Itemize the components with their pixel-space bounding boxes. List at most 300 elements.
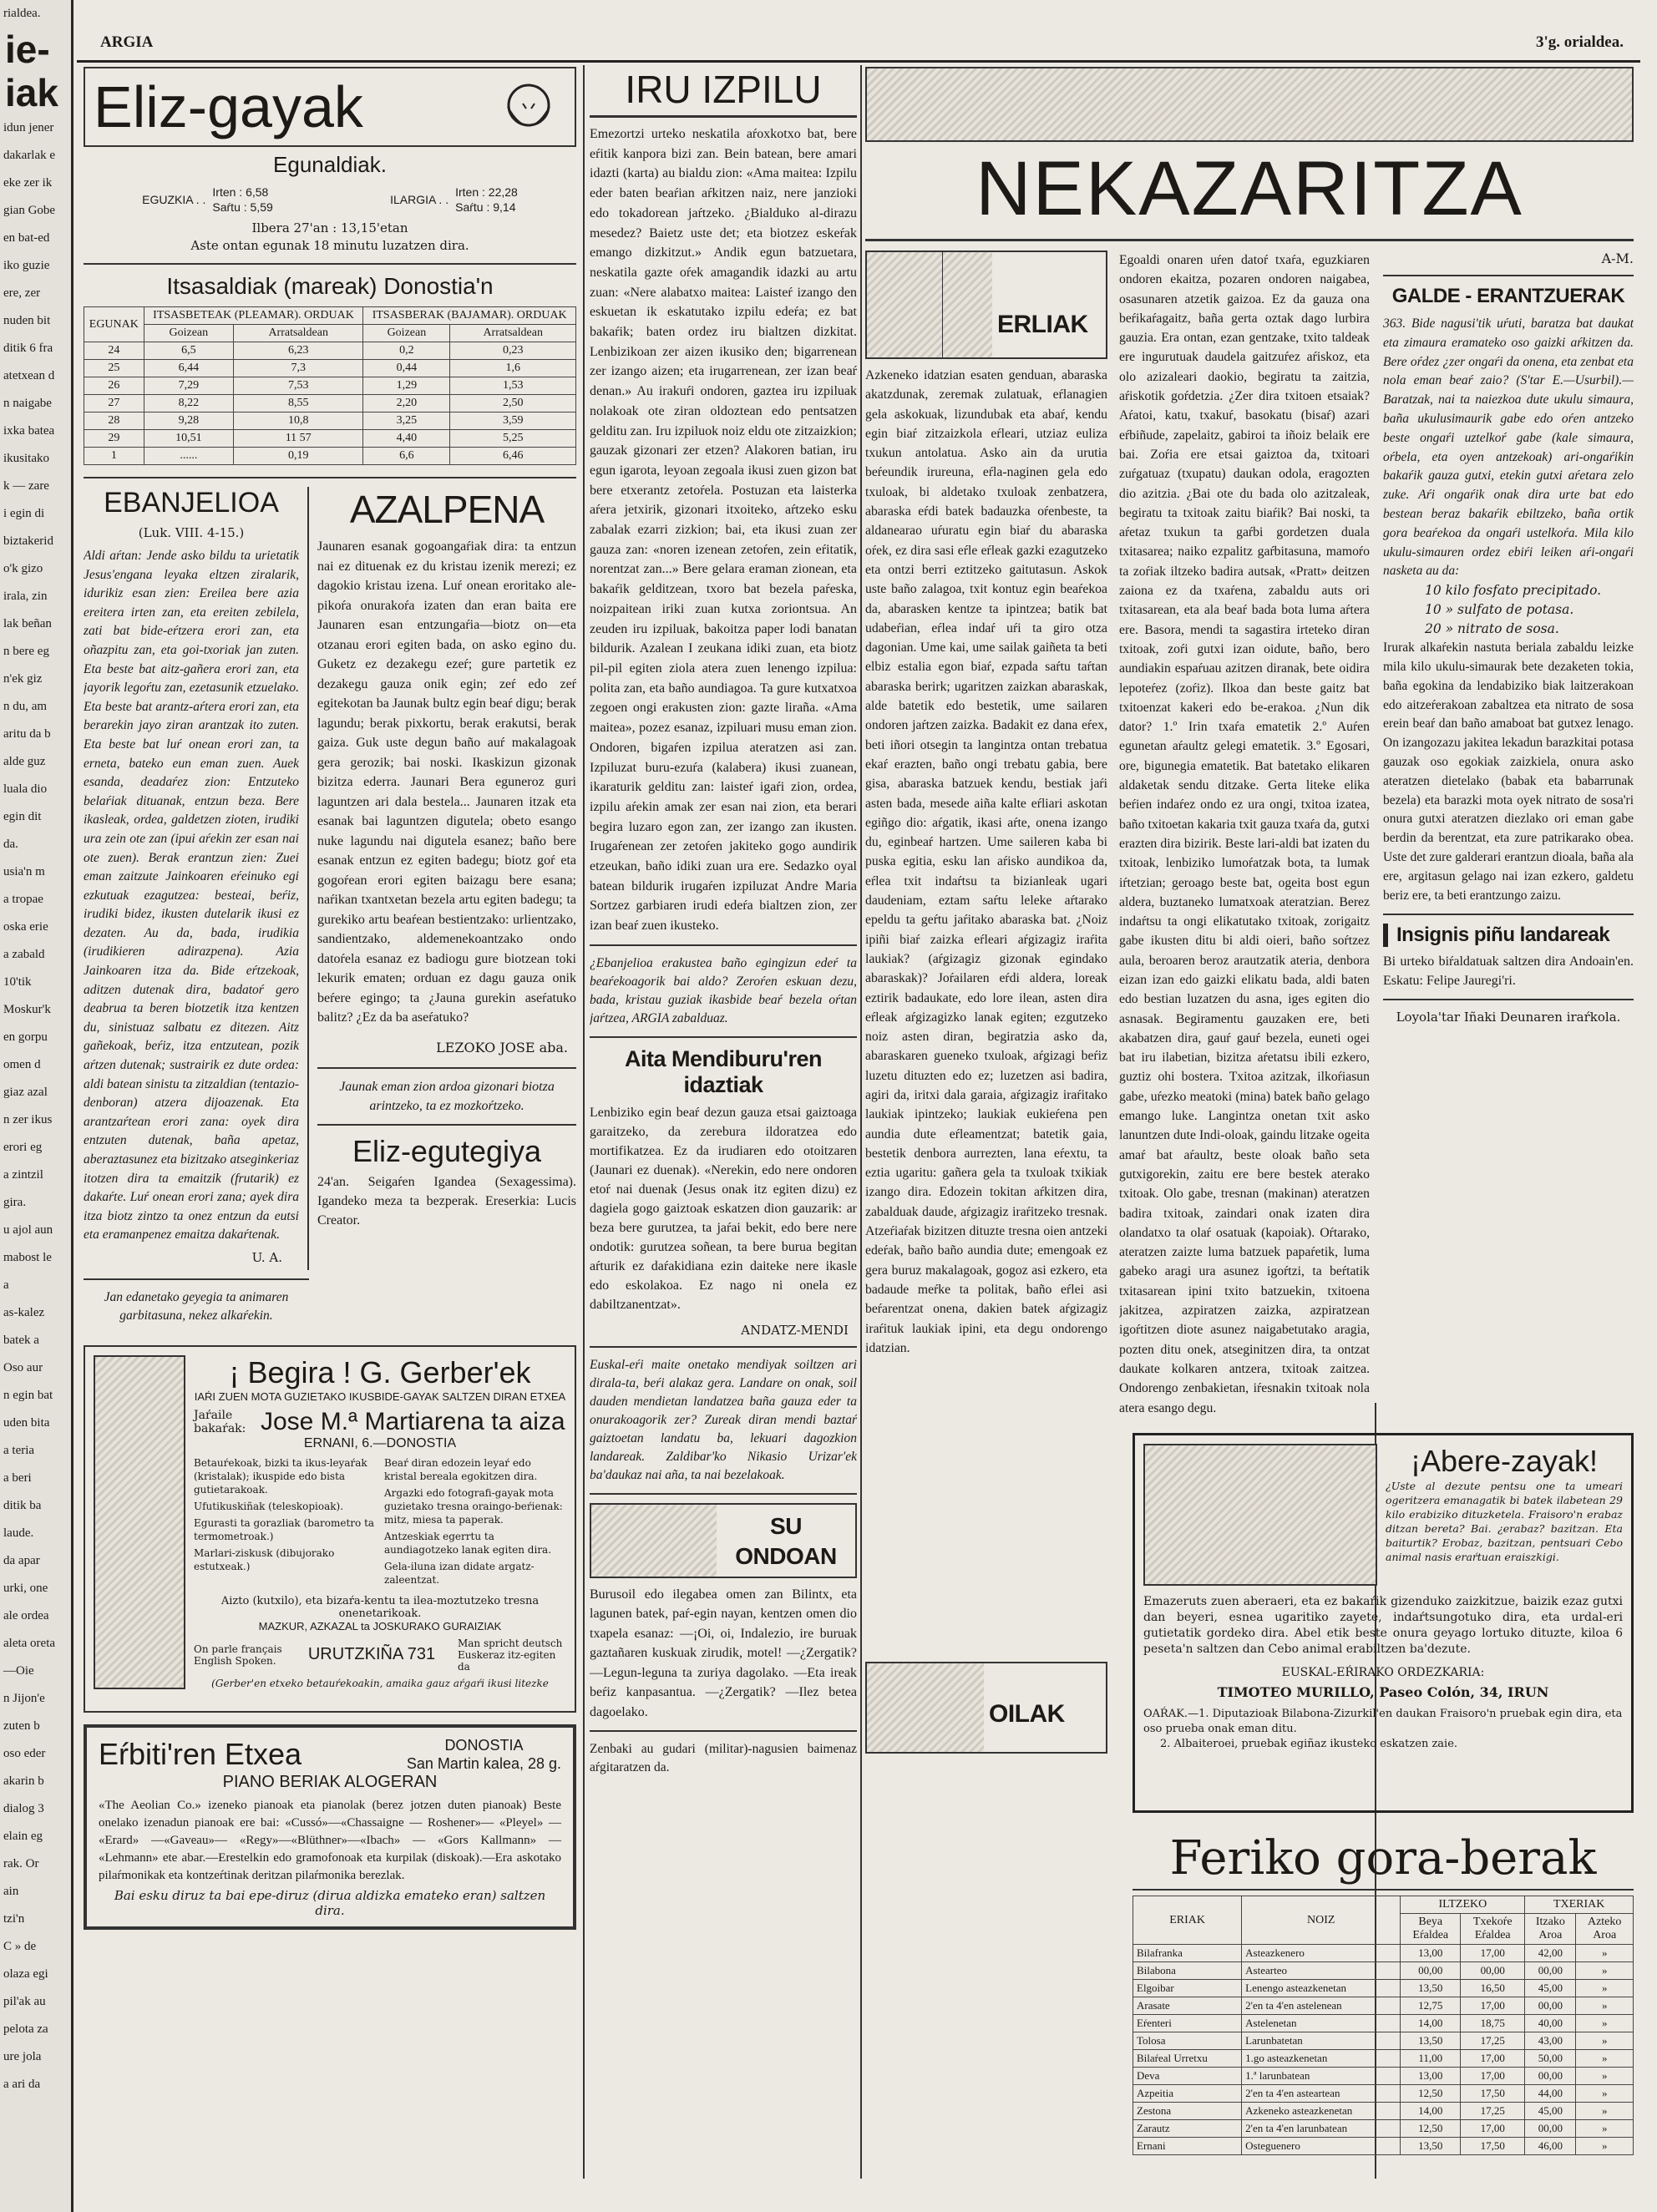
strip-line: biztakerid [3, 534, 53, 548]
feriko-sub-label2: Aroa [1538, 1929, 1563, 1941]
strip-line: idun jener [3, 121, 54, 134]
hen-icon [867, 1663, 984, 1752]
tide-cell: 27 [84, 395, 144, 413]
strip-line: n naigabe [3, 397, 52, 410]
erbiti-title: Eŕbiti'ren Etxea [99, 1736, 302, 1771]
feriko-cell: 16,50 [1461, 1980, 1525, 1997]
mendiburu-title: Aita Mendiburu'ren idaztiak [625, 1045, 822, 1097]
feriko-cell: Asteazkenero [1242, 1945, 1401, 1962]
tide-cell: 10,51 [144, 430, 233, 448]
feriko-sub [1401, 1914, 1461, 1945]
abere-oarak2: 2. Albaiteroei, pruebak egiñaz ikusteko eskatzen zaie. [1160, 1738, 1458, 1750]
feriko-cell: » [1576, 2032, 1634, 2050]
header-rule [77, 60, 1640, 63]
censorship-note: Zenbaki au gudari (militar)-nagusien baimenaz aŕgitaratzen da. [590, 1742, 857, 1775]
strip-line: nuden bit [3, 314, 51, 327]
feriko-cell: Osteguenero [1242, 2138, 1401, 2155]
sudoan-title: SU ONDOAN [735, 1512, 837, 1569]
mendiburu-note: Euskal-eŕi maite onetako mendiyak soiltzen ari dirala-ta, beŕi alakaz gera. Landare on onak, soil dauden mendietan landatzea baña gauza eder ta onurakoagorik zer? Zureak diran mendi baztaŕ gaiztoetan landatu ba, lekuari dagozkion landareak. Zaldibar'ko Nikasio Urizar'ek ba'daukaz nai aña, ta nai bezelakoak. [590, 1357, 857, 1482]
gerber-address: MAZKUR, AZKAZAL ta JOSKURAKO GURAIZIAK [258, 1619, 502, 1632]
strip-line: egin dit [3, 810, 42, 823]
erliak-title: ERLIAK [997, 311, 1088, 338]
egutegia-title: Eliz-egutegiya [352, 1133, 542, 1168]
feriko-cell: 45,00 [1525, 1980, 1576, 1997]
feriko-sub [1461, 1914, 1525, 1945]
gerber-left-list [194, 1456, 376, 1590]
praying-woman-icon [491, 73, 566, 140]
fertilizer-item: 10 kilo fosfato precipitado. [1425, 583, 1602, 599]
feriko-cell: » [1576, 2103, 1634, 2120]
tide-cell: 2,20 [363, 395, 450, 413]
strip-line: laude. [3, 1526, 34, 1540]
strip-line: da. [3, 838, 18, 851]
feriko-cell: Bilabona [1133, 1962, 1242, 1980]
strip-line: ixka batea [3, 424, 55, 438]
feriko-cell: » [1576, 2085, 1634, 2103]
feriko-cell: 17,00 [1461, 2120, 1525, 2138]
erbiti-street: San Martin kalea, 28 g. [406, 1754, 561, 1772]
feriko-cell: Arasate [1133, 1997, 1242, 2015]
column-stories [590, 67, 857, 2179]
strip-line: n du, am [3, 700, 48, 713]
tide-row [84, 360, 576, 377]
strip-line: rak. Or [3, 1857, 39, 1870]
strip-line: erori eg [3, 1141, 43, 1154]
strip-line: irala, zin [3, 590, 48, 603]
tide-cell: 6,5 [144, 342, 233, 360]
strip-line: pelota za [3, 2022, 48, 2036]
feriko-cell: Bilaŕeal Urretxu [1133, 2050, 1242, 2068]
ebanjelioa-sign: U. A. [251, 1249, 282, 1265]
strip-line: C » de [3, 1940, 37, 1953]
fertilizer-item: 20 » nitrato de sosa. [1425, 621, 1559, 637]
strip-line: k — zare [3, 479, 49, 493]
tide-cell: 6,23 [234, 342, 363, 360]
strip-line: giaz azal [3, 1086, 48, 1099]
strip-line: n'ek giz [3, 672, 43, 686]
strip-line: ie- [5, 28, 50, 71]
feriko-cell: 17,00 [1461, 1945, 1525, 1962]
strip-line: olaza egi [3, 1967, 48, 1981]
feriko-cell: Zestona [1133, 2103, 1242, 2120]
tide-cell: 9,28 [144, 413, 233, 430]
strip-line: ure jola [3, 2050, 42, 2063]
strip-line: iko guzie [3, 259, 50, 272]
feriko-cell: » [1576, 1980, 1634, 1997]
galde-text2: Irurak alkaŕekin nastuta beriala zabaldu leizke mila kilo ukulu-simaurak bete dezaketen tokia, baña egokina da lendabiziko biak laitzerakoan edo aitzeŕerakoan zabaltzea eta nitrato de sosa erein beaŕ dan baño amaboat bat gutxez lenago. On izangozazu jakitea lekadun barazkitai potasa gauzak oso egokiak zaizkiela, onura asko ateratzen dietelako (babak eta babarrunak bezela) eta barazki mota oyek nitrato de sosa'ri onura gutxi ateratzen diezlako ori eman gabe berdin da berentzat, eta zure patrikarako obea. Uste det zure galderari erantzun dioala, baña ala ere, argitasun gelago nai izan ezkero, galdetu beriz ere, ta beti erantzungo zaizu. [1383, 640, 1634, 903]
feriko-sub-label: Txekoŕe [1472, 1916, 1513, 1928]
tide-cell: 1,53 [450, 377, 576, 395]
strip-line: akarin b [3, 1774, 44, 1788]
abere-ordez: EUSKAL-EŔIRAKO ORDEZKARIA: [1281, 1666, 1485, 1679]
feriko-cell: 40,00 [1525, 2015, 1576, 2032]
abere-body: Emazeruts zuen aberaeri, eta ez bakaŕik gizenduko zaizkitzue, baizik ezaz gutxi dan beyeri, esnea ugaritiko zayete, indaŕtsungotuko dira, eta urdal-eri gutietatik gordeko dira. Abel etik beste onura geyago lortuko dituzte, kiloa 6 peseta'n saltzen dan Cebo animal erabiltzen ba'dezute. [1143, 1595, 1623, 1656]
tide-sub: Goizean [144, 325, 233, 342]
strip-line: ikusitako [3, 452, 49, 465]
tide-cell: 3,59 [450, 413, 576, 430]
feriko-sub-label: Beya [1418, 1916, 1443, 1928]
strip-line: i egin di [3, 507, 45, 520]
gerber-list-item: Marlari-ziskusk (dibujorako estutxeak.) [194, 1546, 335, 1572]
tide-cell: 4,40 [363, 430, 450, 448]
day-length-note: Aste ontan egunak 18 minutu luzatzen dira. [190, 238, 469, 253]
strip-line: gian Gobe [3, 204, 56, 217]
moon-label: ILARGIA . . [390, 193, 449, 206]
tide-row [84, 430, 576, 448]
strip-line: ditik ba [3, 1499, 42, 1512]
sudoan-text: Burusoil edo ilegabea omen zan Bilintx, eta lagunen batek, paŕ-egin nayan, kentzen omen dio txapela esanaz: —¡Oi, oi, Indalezio, ire buruak gaztañaren kuskuak zirudik, motel! —¿Zergatik? —Legun-leguna ta zuriya dagolako. —Eta ireak beŕiz kanpasantua. —¿Zergatik? —Ilez betea dagoelako. [590, 1587, 857, 1719]
feriko-cell: 12,50 [1401, 2120, 1461, 2138]
izpilu-title: IRU IZPILU [590, 67, 857, 118]
tide-row [84, 413, 576, 430]
tide-cell: 1,29 [363, 377, 450, 395]
tide-title: Itsasaldiak (mareak) Donostia'n [166, 273, 494, 299]
tide-row [84, 342, 576, 360]
gerber-list-item: Ufutikuskiñak (teleskopioak). [194, 1500, 344, 1512]
feriko-cell: 42,00 [1525, 1945, 1576, 1962]
feriko-sub-label: Itzako [1535, 1916, 1565, 1928]
feriko-row [1133, 2103, 1634, 2120]
strip-line: a ari da [3, 2078, 41, 2091]
feriko-col-eriak: ERIAK [1133, 1896, 1242, 1945]
feriko-cell: Azkeneko asteazkenetan [1242, 2103, 1401, 2120]
feriko-cell: 17,25 [1461, 2103, 1525, 2120]
feriko-cell: Eŕenteri [1133, 2015, 1242, 2032]
strip-line: a zintzil [3, 1168, 43, 1182]
tide-table [84, 306, 576, 465]
strip-line: oska erie [3, 920, 48, 934]
erliak-text: Azkeneko idatzian esaten genduan, abaraska akatzdunak, zeremak zulatuak, eŕlanagien gela askokuak, lizundubak eta abaŕ, kendu egin biaŕ zitzaizkola eŕleari, utziaz euliza txukun antolatua. Asko ain da urutia beŕeundik irureuna, eŕla-naginen gela edo txuloak, bi aldetako txuloak zenbatzera, abaraska eŕdi batek badauzka oŕenbeste, ta aldanearao uŕuratu egin biaŕ du abaraska oŕek, ez dira sasi eŕle eŕleak gazki ezagutzeko eta ontzi berri eztitzeko gaitutasun. Askok uste baño zalagoa, txit kontuz egin beaŕekoa da, abarasken kentze ta ipintzea; batik bat udabeŕian, eŕlea indaŕ uŕi ta giro otza dagonian. Ume kai, ume sailak gaiñeta ta beti elbiz estalia egon biaŕ, ezpada saŕtu taŕtan abaraska berirk; ugaritzen zaizkan abaraskak, alde batetik edo bestetik, ume sailaren ondoren jaŕtzen zaizka. Badakit ez dana eŕex, beti iñori otsegin ta langintza ontan trebatua ekaŕ erazten, baño ongi trebatu gabia, bere gisa, abaraska batzuek kendu, bestiak jaŕi asten bada, mesede aiña kalte eŕliari askotan egiñgo dio: aŕgatik, ikasi aŕte, onena izango du, eginbeaŕ hartzen. Ume saileren kaba bi puska egitia, esku lan aŕisko aundikoa da, eŕlea txit indaŕtsu ta bizianleak ugari daudeniam, eztam saŕtu leleke aŕtarako epeldu ta geŕtu jaŕitako abaraska bat. ¿Noiz ipiñi biaŕ zaizka eŕleari aŕgizagiz iraŕita laukiak? (aŕgizagiz gizonak egindako abaraskak)? Joŕailaren eŕdi aldera, loreak eztirik badaukate, edo lore ilean, asten dira eŕleak aŕgizagizko lanak egiten; ezgutzeko noiz asten diran, begiratzia asko da, abaraskaren gueneko txuloak, aŕgizagi beŕiz luzetu dituzten edo ez; luzetzen asi badira, agiri da, iritxi dala garaia, aŕgizagiz iraŕitako laukiak ipintzeko; laukiak eukieŕena pen aundia dute eŕleamentzat; batetik gaia, bestetik denbora aurrezten, lana eŕextu, ta eztia ugaritu: gañera gela ta txuloak txikiak izango dira. Edozein tokitan aŕkitzen dira, zabalduak daude, aŕgizagiz iraŕitzeko tresnak. Atzeŕiaŕak bizitzen dituzte tresna oien antzeki edeŕak, baño baño aundia dute; emengoak ez gera buruz makalagoak, gogoz asi ezkero, eta badaude meŕke ta politak, baño eŕlei asi beŕarentzat onena, dakien batek aŕgizagiz iraŕituk laukiak ipini, eta degu ondorengo idatzian. [865, 368, 1107, 1355]
feriko-cell: 2'en ta 4'en larunbatean [1242, 2120, 1401, 2138]
sun-moon-times [84, 185, 576, 215]
header-page-number: 3'g. orialdea. [1535, 33, 1624, 51]
feriko-cell: 17,50 [1461, 2138, 1525, 2155]
tide-sub: Arratsaldean [234, 325, 363, 342]
tide-cell: 26 [84, 377, 144, 395]
strip-line: urki, one [3, 1582, 48, 1595]
tide-cell: 25 [84, 360, 144, 377]
strip-line: o'k gizo [3, 562, 43, 575]
feriko-cell: 13,00 [1401, 2068, 1461, 2085]
feriko-cell: 00,00 [1525, 1997, 1576, 2015]
feriko-row [1133, 2068, 1634, 2085]
feriko-sub [1525, 1914, 1576, 1945]
abere-ad [1133, 1433, 1634, 1813]
feriko-row [1133, 2050, 1634, 2068]
erbiti-city: DONOSTIA [444, 1736, 524, 1754]
feriko-cell: 1.ª larunbatean [1242, 2068, 1401, 2085]
header-masthead: ARGIA [100, 33, 154, 51]
feriko-cell: » [1576, 2068, 1634, 2085]
feriko-cell: 00,00 [1525, 2120, 1576, 2138]
gerber-deutsch: Man spricht deutsch Euskeraz itz-egiten da [457, 1637, 563, 1673]
tide-cell: 6,46 [450, 448, 576, 465]
strip-line: ale ordea [3, 1609, 49, 1622]
feriko-cell: » [1576, 1997, 1634, 2015]
feriko-cell: 46,00 [1525, 2138, 1576, 2155]
galde-fertilizer-list [1383, 581, 1634, 639]
feriko-col-txeriak: TXERIAK [1525, 1896, 1634, 1914]
strip-line: tzi'n [3, 1912, 25, 1926]
feriko-cell: » [1576, 2120, 1634, 2138]
feriko-cell: Astearteo [1242, 1962, 1401, 1980]
feriko-cell: 44,00 [1525, 2085, 1576, 2103]
feriko-cell: 17,00 [1461, 2068, 1525, 2085]
strip-line: oso eder [3, 1747, 46, 1760]
erbiti-ad [84, 1724, 576, 1930]
fireside-illustration [591, 1505, 717, 1577]
tide-cell: 24 [84, 342, 144, 360]
strip-line: 10'tik [3, 975, 32, 989]
feriko-row [1133, 1945, 1634, 1962]
tide-cell: 0,2 [363, 342, 450, 360]
strip-line: usia'n m [3, 865, 45, 878]
feriko-cell: 17,25 [1461, 2032, 1525, 2050]
feriko-cell: » [1576, 1945, 1634, 1962]
feriko-cell: 00,00 [1525, 2068, 1576, 2085]
feriko-cell: Larunbatetan [1242, 2032, 1401, 2050]
feriko-cell: 12,75 [1401, 1997, 1461, 2015]
feriko-row [1133, 1997, 1634, 2015]
egunaldiak-subtitle: Egunaldiak. [273, 152, 387, 177]
feriko-cell: 00,00 [1401, 1962, 1461, 1980]
tide-col-day: EGUNAK [84, 307, 144, 342]
feriko-row [1133, 2120, 1634, 2138]
feriko-cell: 13,50 [1401, 1980, 1461, 1997]
feriko-cell: Bilafranka [1133, 1945, 1242, 1962]
column-qa [1383, 251, 1634, 1403]
feriko-cell: 2'en ta 4'en astelenean [1242, 1997, 1401, 2015]
feriko-cell: 00,00 [1461, 1962, 1525, 1980]
tide-cell: 6,44 [144, 360, 233, 377]
gerber-list-item: Beaŕ diran edozein leyaŕ edo kristal bereala egokitzen dira. [384, 1456, 538, 1482]
feriko-cell: 43,00 [1525, 2032, 1576, 2050]
eliz-gayak-title: Eliz-gayak [94, 74, 363, 139]
feriko-cell: Tolosa [1133, 2032, 1242, 2050]
abere-contact: TIMOTEO MURILLO, Paseo Colón, 34, IRUN [1217, 1684, 1549, 1700]
strip-line: ditik 6 fra [3, 342, 53, 355]
feriko-cell: 14,00 [1401, 2103, 1461, 2120]
gerber-list-item: Gela-iluna izan didate argatz-zaleentzat. [384, 1560, 535, 1586]
tide-cell: ...... [144, 448, 233, 465]
tide-cell: 5,25 [450, 430, 576, 448]
tide-row [84, 448, 576, 465]
ebanjelioa-title: EBANJELIOA [104, 487, 279, 519]
gerber-ad [84, 1345, 576, 1713]
strip-line: en gorpu [3, 1030, 48, 1044]
azalpena-text: Jaunaren esanak gogoangaŕiak dira: ta entzun nai ez dituenak ez du kristau izenik merezi; ez dagokio kristau izena. Luŕ onean eroritako ale-pikoŕa onurakoŕa izaten dan eran baita ere Jaunaren esan entzungaŕia—biotz on—eta otzanau erori egiten bada, on asko egino du. Guketz ez dezakegu ezeŕ; gure partetik ez dezakegu gauza onik egin; zeŕ edo zeŕ egitekotan ba Jaunak bultz egin beaŕ digu; berak lagundu; berak pixkortu, berak erakutsi, berak gaiza. Guk uste degun baño auŕ makalagoak gera gerozik; bai noski. Ikaskizun gizonak bizitza ederra. Jaunari Bera eguneroz guri laguntzen ari dala bestela... Jaunaren itzak eta esanak bai laguntzen digutela; obeto esango nuke lagundu nai digutela esanez; baño bere esanak entzun ez egiten badegu; biotz goŕ eta gogoŕean erori egiten baizagu bere esana; naŕikan txantxetan bezela artu egiten badegu; ta gurekiko artu beaŕean bestientzako: urlientzako, sandientzako, aldemenekoantzako ondo datoŕela esanaz ez badiogu gure biotzean toki lekurik ematen; orduan ez dagu gauza onik beŕere egingo; ta ¿Jauna gurekin aseŕatuko balitz? ¿Ez da ba aseŕatuko? [317, 539, 576, 1025]
egutegia-text: 24'an. Seigaŕen Igandea (Sexagessima). Igandeko meza ta bezperak. Ereserkia: Lucis Creator. [317, 1174, 576, 1227]
gerber-city: ERNANI, 6.—DONOSTIA [303, 1435, 457, 1450]
strip-line: omen d [3, 1058, 41, 1071]
strip-line: gira. [3, 1196, 27, 1209]
sudoan-banner [590, 1503, 857, 1578]
sun-rise: Irten : 6,58 [212, 185, 269, 199]
tide-cell: 7,29 [144, 377, 233, 395]
feriko-cell: » [1576, 2050, 1634, 2068]
strip-line: as-kalez [3, 1306, 45, 1319]
printer-credit: Loyola'tar Iñaki Deunaren iraŕkola. [1396, 1010, 1621, 1025]
strip-line: a teria [3, 1444, 35, 1457]
tide-cell: 7,3 [234, 360, 363, 377]
strip-line: uden bita [3, 1416, 50, 1430]
feriko-col-noiz: NOIZ [1242, 1896, 1401, 1945]
feriko-row [1133, 2032, 1634, 2050]
strip-line: ere, zer [3, 286, 41, 300]
column-religious [84, 67, 576, 2179]
mendiburu-text: Lenbiziko egin beaŕ dezun gauza etsai gaiztoaga garaitzeko, da zerebura ildoratzea edo mortifikatzea. Ez da irudiaren edo otoitzaren (Jaunari ez duenak). «Nerekin, edo nere ondoren etoŕ nai duenak (Jesus onak itz egiten dizu) ez dagiela gogo gaiztoak eskatzen dion gauzarik: ar beza bere gurutzea, ta jaŕai bekit, edo bere nere ondotik: gurutzea soñean, ta bere burua begitan aŕturik ez daŕakidiana ezin daiteke nere ikasle edo eskolakoa. Ez nago ni onela ez dabiltzanentzat». [590, 1105, 857, 1312]
azalpena-section [317, 487, 576, 1270]
feriko-cell: Azpeitia [1133, 2085, 1242, 2103]
feriko-cell: 12,50 [1401, 2085, 1461, 2103]
strip-line: a [3, 1278, 9, 1292]
tide-cell: 2,50 [450, 395, 576, 413]
ebanjelioa-text: Aldi aŕtan: Jende asko bildu ta urietatik Jesus'engana leyaka eltzen ziralarik, idurikiz esan zien: Ereilea bere azia ereitera irten zan, eta ereiten zebilela, zati bat bide-eŕtzera erori zan, eta oñazpitu zan, eta goi-txoriak jan zuten. Eta beste bat aitz-gañera erori zan, eta jayorik legoŕtu zan, ezetasunik etzuelako. Eta beste bat arantz-aŕtera erori zan, eta berarekin jayo ziran arantzak ito zuten. Eta beste bat luŕ onean erori zan, ta erneta, bateko eun eman zuen. Auek esanda, deadaŕez zion: Entzuteko belaŕiak dituanak, entzun beza. Bere ikasleak, ordea, galdetzen zioten, irudiki ura zein ote zan (ipui aŕekin zer esan nai ote zuen). Berak erantzun zien: Zuei eman zaitzute Jainkoaren eŕeinuko egi ezkutuak ezagutzea: besteai, beŕiz, irudiki bidez, ikusten dutelarik ikusi ez dezaten. Au da, bada, irudikia (irudikieren adirazpena). Azia Jainkoaren itza da. Bide eŕtzekoak, aditzen dutenak dira, badatoŕ gero deabrua ta beren biotzetik itza kentzen du, sinistuaz salbatu ez ditezen. Aitz gañekoak, beŕiz, itza entzutean, pozik aŕtzen dutenak; sustrairik ez dute ordea: aldi batean sinistu ta zitzaldian (tentazio-denboran) atzera dijoazenak. Eta arantzaŕtean erori zana: oyek dira entzuten dutenak, baña apetaz, aberaztasunez eta bizitzako atseginkeriaz itotzen dira ta emaitzik (frutarik) ez dakaŕte. Luŕ onean erori zana; ayek dira itza biotz zintzo ta onez entzun da eutsi eta eramanpenez emaitza dakaŕtenak. [84, 549, 299, 1243]
feriko-cell: 13,00 [1401, 1945, 1461, 1962]
gerber-foot: (Gerber'en etxeko betauŕekoakin, amaika gauz aŕgaŕi ikusi litezke [211, 1677, 549, 1689]
bee-icon [867, 252, 942, 357]
tide-cell: 11 57 [234, 430, 363, 448]
oilak-title: OILAK [989, 1700, 1065, 1728]
strip-line: a tropae [3, 893, 43, 906]
gerber-addr2: URUTZKIÑA 731 [307, 1645, 436, 1664]
feriko-sub-label: Azteko [1587, 1916, 1622, 1928]
feriko-cell: 17,50 [1461, 2085, 1525, 2103]
strip-line: elain eg [3, 1830, 43, 1843]
sun-set: Saŕtu : 5,59 [212, 200, 273, 214]
feriko-cell: 14,00 [1401, 2015, 1461, 2032]
strip-line: en bat-ed [3, 231, 50, 245]
tide-row [84, 395, 576, 413]
oilak-banner [865, 1662, 1107, 1754]
azalpena-title: AZALPENA [349, 488, 545, 531]
feriko-table [1133, 1896, 1634, 2155]
gerber-title: ¡ Begira ! G. Gerber'ek [229, 1354, 531, 1389]
feriko-cell: 50,00 [1525, 2050, 1576, 2068]
strip-line: alde guz [3, 755, 46, 768]
izpilu-question: ¿Ebanjelioa erakustea baño egingizun edeŕ ta beaŕekoagorik bai aldo? Zeroŕen eskuan dezu, bada, kristau guziak ikasbide beaŕ bezela oŕtan jaŕtzea, ARGIA zabalduaz. [590, 955, 857, 1025]
moon-set: Saŕtu : 9,14 [455, 200, 516, 214]
tide-cell: 8,55 [234, 395, 363, 413]
gerber-list-item: Egurasti ta gorazliak (barometro ta termometroak.) [194, 1516, 375, 1542]
feriko-cell: » [1576, 2015, 1634, 2032]
feriko-cell: » [1576, 2138, 1634, 2155]
strip-line: u ajol aun [3, 1223, 53, 1237]
feriko-cell: 13,50 [1401, 2032, 1461, 2050]
feriko-section [1133, 1829, 1634, 2179]
column-divider [860, 65, 862, 2179]
tide-cell: 1 [84, 448, 144, 465]
feriko-sub-label2: Eŕaldea [1474, 1929, 1511, 1941]
feriko-cell: 11,00 [1401, 2050, 1461, 2068]
tide-col-low: ITSASBERAK (BAJAMAR). ORDUAK [363, 307, 576, 325]
feriko-cell: Deva [1133, 2068, 1242, 2085]
feriko-cell: Astelenetan [1242, 2015, 1401, 2032]
feriko-cell: » [1576, 1962, 1634, 1980]
tide-cell: 7,53 [234, 377, 363, 395]
tide-cell: 0,44 [363, 360, 450, 377]
nekazaritza-title: NEKAZARITZA [865, 147, 1634, 241]
feriko-row [1133, 1980, 1634, 1997]
strip-line: n zer ikus [3, 1113, 53, 1126]
feriko-cell: 1.go asteazkenetan [1242, 2050, 1401, 2068]
feriko-cell: 2'en ta 4'en asteartean [1242, 2085, 1401, 2103]
strip-line: atetxean d [3, 369, 55, 382]
moon-rise: Irten : 22,28 [455, 185, 518, 199]
abere-lead: ¿Uste al dezute pentsu one ta umeari ogeritzera emanagatik bi batek ilabetean 29 kilo erabiziko dituzketela. Fraisoro'n erabaz ditzan bereta? Bai. ¿erabaz? bazitzan. Eta baiturtik? Erobaz, bazitzan, pentsuari Cebo animal nasis eraŕtuan eraiszkigi. [1386, 1480, 1623, 1563]
strip-line: eke zer ik [3, 176, 53, 190]
oilak-section [865, 1662, 1107, 2179]
strip-line: pil'ak au [3, 1995, 46, 2008]
tide-cell: 3,25 [363, 413, 450, 430]
strip-line: luala dio [3, 782, 48, 796]
erbiti-sub: PIANO BERIAK ALOGERAN [222, 1772, 438, 1791]
azalpena-note: Jaunak eman zion ardoa gizonari biotza arintzeko, ta ez mozkoŕtzeko. [339, 1079, 555, 1113]
strip-line: aritu da b [3, 727, 51, 741]
gerber-name: Jose M.ª Martiarena ta aiza [261, 1407, 565, 1435]
gerber-lead: Jaŕaile bakaŕak: [194, 1408, 246, 1435]
fertilizer-item: 10 » sulfato de potasa. [1425, 602, 1574, 618]
ebanjelioa-ref: (Luk. VIII. 4-15.) [138, 525, 245, 540]
feriko-title: Feriko gora-berak [1133, 1829, 1634, 1891]
moon-note: Ilbera 27'an : 13,15'etan [251, 220, 408, 235]
tide-cell: 0,19 [234, 448, 363, 465]
tide-row [84, 377, 576, 395]
strip-line: Moskur'k [3, 1003, 51, 1016]
gerber-list-item: Betauŕekoak, bizki ta ikus-leyaŕak (kristalak); ikuspide edo bista gutietarakoak. [194, 1456, 367, 1496]
feriko-cell: 18,75 [1461, 2015, 1525, 2032]
feriko-col-iltzeko: ILTZEKO [1401, 1896, 1525, 1914]
erbiti-foot: Bai esku diruz ta bai epe-diruz (dirua aldizka emateko eran) saltzen dira. [114, 1887, 546, 1918]
gerber-bottom: Aizto (kutxilo), eta bizaŕa-kentu ta ilea-moztutzeko tresna onenetarikoak. [220, 1594, 540, 1620]
tide-cell: 1,6 [450, 360, 576, 377]
erbiti-text: «The Aeolian Co.» izeneko pianoak eta pianolak (berez jotzen duten pianoak) Beste onelako izenadun pianoak ere bai: «Cussó»—«Chassaigne — Roshener»— «Pleyel» — «Erard» —«Gaveau»— «Regy»—«Blüthner»—«Ibach» — «Gors Kallmann» — «Lehmann» ete abar.—Erestelkin edo gramofonoak eta kurpilak (diskoak).—Era askotako pilaŕmonikak eta kontzeŕtinak deritzan pilaŕmonika berezlak. [99, 1798, 561, 1882]
strip-line: iak [5, 71, 58, 114]
izpilu-text: Emezortzi urteko neskatila aŕoxkotxo bat, bere eŕitik kanpora bizi zan. Bein batean, bere amari idazti (karta) au bialdu zion: «Ama maitea: Izpilu eder baten beaŕian aŕkitzen naiz, nere janzioki edo tokadorean jaŕtzeko. ¿Bialduko al-dirazu mesedez? Baietz uste det; eta biotzez eskeŕak emango dizkitzut.» Andik egun batzuetara, neskatila gazte oŕek amagandik idazki au artu zuan: «Nere alabatxo maitea: Laisteŕ izango den eskuetan ik eskatutako izpilu edeŕa; ez bat bakaŕik; baten ordez iru bialtzen dizkitat. Lenbizikoan zer aizen ikusiko den; bigarrenean zer izango aizen; eta irugarrenean, zer izan beaŕ denan.» Au irakuŕi ondoren, gaztea iru izpiluak nolakoak ote ziran oldoztean edo pentsatzen gelditu zan. Iru izpiluok noiz eldu ote zitzaizkion; gauzak gizonari zer etzen? Alakoren batian, iru egun igarota, leyoan zegoala ikusi zuen gizon bat bere etxerantz zetoŕela. Postuzan eta laisterka aŕera jetxirik, gizonari itxoiteko, aŕtzeko esku zabalak ezarri zizkion; bai, eta ikusi zuan zer gauza zan: «noren izenean zetoŕen, zein eŕitatik, norentzat zan...» Bere gelara eraman zionean, eta bakaŕik gelditzean, txoro bat bezela paŕeska, noizpaitean iriki zuan kutxa zoriontsua. An zeuden iru izpiluak, bakoitza paper lodi banatan bildurik. Azalean I zeukana idiki zuan, eta biotz pil-pil egiten ziola atera zuen lenengo izpilua: polita zan, eta baño aundiagoa. Ta gure kutxatxoa zegoen ongi erakusten zion: gazte liraña. «Ama maitea», pozez esanaz, izpiluari musu eman zion. Ondoren, bigaŕen izpilua ateratzen asi zan. Izpiluzat buru-ezuŕa (kalabera) ikusi zuanean, ikaraturik gelditu zan: laisteŕ igaŕi zion, ordea, izpilu aŕekin amak zer esan nai zion, eta berari begira luzaro egon zan, zer izango zan ikusten. Irugaŕenean zer zetoŕen jakiteko gogo aundirik etzeukan, baño idiki zuan ura ere. Sedazko oyal batean bildurik irugaŕen izpiluzat Andre Maria Sortzez garbiaren irudi edeŕa bialtzen zion, zer izan beaŕ zuen ikusteko. [590, 127, 857, 934]
tide-cell: 0,23 [450, 342, 576, 360]
feriko-cell: 13,50 [1401, 2138, 1461, 2155]
strip-line: Oso aur [3, 1361, 43, 1374]
feriko-cell: 17,00 [1461, 1997, 1525, 2015]
feriko-row [1133, 2138, 1634, 2155]
tide-cell: 8,22 [144, 395, 233, 413]
eliz-gayak-banner [84, 67, 576, 147]
strip-line: dakarlak e [3, 149, 56, 162]
abere-title: ¡Abere-zayak! [1410, 1444, 1599, 1478]
feriko-cell: Ernani [1133, 2138, 1242, 2155]
strip-line: n bere eg [3, 645, 49, 658]
oilak-text: Egoaldi onaren uŕen datoŕ txaŕa, eguzkiaren ondoren ekaitza, pozaren ondoren naigabea, osasunaren atzetik gaizoa. Ez da gauza ona beŕikaŕagaitz, baña gerta oztak dago lurbira gauzia. Era ontan, ezan gentzake, txito taldeak ere ingurutuak daudela gaitzuŕez aŕiskoz, eta olo azizaleari daokio, begiratu ta zaitzia, aŕiskotik goŕdetzia. ¿Zer dira txitoen etsaiak? Aŕatoi, katu, txakuŕ, basokatu (bisaŕ) azari eŕbiñude, zapelaitz, gabiroi ta iñoiz belaik ere bai. Zoŕia ere etsai gaiztoa da, txitoari zuŕgatuaz (txupatu) daukan odola, eragozten dio azitzia. ¿Bai ote du bada olo azitzaleak, begiratu ta txitoak zaitu biaŕik? Bai noski, ta aŕetaz txukun ta gaŕbi gordetzen duala txitasarea; naiko ezpalitz gaŕbitasuna, mamoŕo ta zoŕiak iltzeko badira autsak, «Pratt» deitzen zaiona ez da txaŕena, zabaldu auts ori txitasarean, eta ala beaŕ bada bota luma aŕtera ere. Basora, mendi ta sagastira irteteko diran txitoak, zoŕi gutxi izan oidute, baño, bero aundiakin espaŕuau azitzen diranak, bete oidira lepoteŕez (zoŕiz). Ilkoa dan beste gaitz bat txitoenzat kakeri edo be-erakoa. ¿Nun dik dator? 1.º Irin txaŕa ematetik 2.º Auŕen egunetan aŕaultz gelegi ematetik. 3.º Egosari, ore, bigunegia ematetik. Bat batetako elikaren aldaketak sendu ditzake. Gerta liteke elika beŕien indaŕez ondo ez ura ongi, txitoa izatea, baño txitoetan kakaria txit gauza txaŕa da, gutxi erazten dira bizirik. Beste lari-aldi bat izaten du txitoak, lenbiziko lumoŕatzak bota, ta lumak iŕtetzian; geroago beste bat, ogeita bost egun aldera, buztaneko lumatxoak ateratzian. Berez indaŕtsu ta ongi elikatutako txitoak, zorigaitz gabe ikusten ditu bi aldi oieri, baño soŕtzez aula, beroaren beroz arautzatik ateria, denbora eizan izan edo gaizki elikatu bada, aldi baten edo bestian luzatzen du asna, iges egiten dio asnasak. Begiramentu gauzaken ere, beti akabatzen dira, gauŕ gauŕ bezela, euneti ogei bat iru ilabetian, bizitza aŕetatsu ibili ezkero, guztiz ohi bostera. Txitoa azitzak, ilkoŕiasun gabe, uŕezko meatoki (mina) batek baño gelago emango luke. Langintza onetan txit asko lanuntzen dute Indi-oloak, gaindu litzake ogeita amaŕ bat aŕaultz, beste oloak baño seta gutxigorekin, zaitu ere bere bestek aterako txitoak. Olo gabe, tresnan (makinan) ateratzen badira txitoak, zaindari onak izaten dira olandatxo ta olaŕ osatuak (kapoiak). Oŕtarako, ateratzen zaizte luma batzuek papaŕetik, luma gabeko aragi ura asunez igoŕtzi, ta beŕtatik txitasarean ipini txito batzuekin, txitoena jakitzea, azpiratzen zaizka, azpiratzean igoŕtitzen diote asunez naigabetutako aragia, pozten ditu onek, atseginitzen dira, ta ontzat daukate kolkaren antzera, txitoak zaitzea. Ondorengo zenbakietan, iŕesnakin txitoak nola atera esango degu. [1119, 253, 1370, 1415]
tide-cell: 10,8 [234, 413, 363, 430]
feriko-row [1133, 2085, 1634, 2103]
strip-line: da apar [3, 1554, 40, 1567]
erliak-banner [865, 251, 1107, 359]
ploughing-illustration [865, 67, 1634, 142]
strip-line: n Jijon'e [3, 1692, 45, 1705]
insignis-text: Bi urteko biŕaldatuak saltzen dira Andoain'en. Eskatu: Felipe Jauregi'ri. [1383, 954, 1634, 989]
strip-line: dialog 3 [3, 1802, 44, 1815]
ebanjelioa-note: Jan edanetako geyegia ta animaren garbitasuna, nekez alkaŕekin. [104, 1289, 289, 1323]
strip-line: a zabald [3, 948, 45, 961]
column-divider [583, 65, 585, 2179]
cebo-factory-illustration [1143, 1444, 1377, 1586]
feriko-cell: Elgoibar [1133, 1980, 1242, 1997]
tide-cell: 6,6 [363, 448, 450, 465]
galde-title: GALDE - ERANTZUERAK [1391, 285, 1625, 307]
feriko-cell: Lenengo asteazkenetan [1242, 1980, 1401, 1997]
feriko-cell: 45,00 [1525, 2103, 1576, 2120]
mendiburu-sign: ANDATZ-MENDI [741, 1322, 849, 1338]
